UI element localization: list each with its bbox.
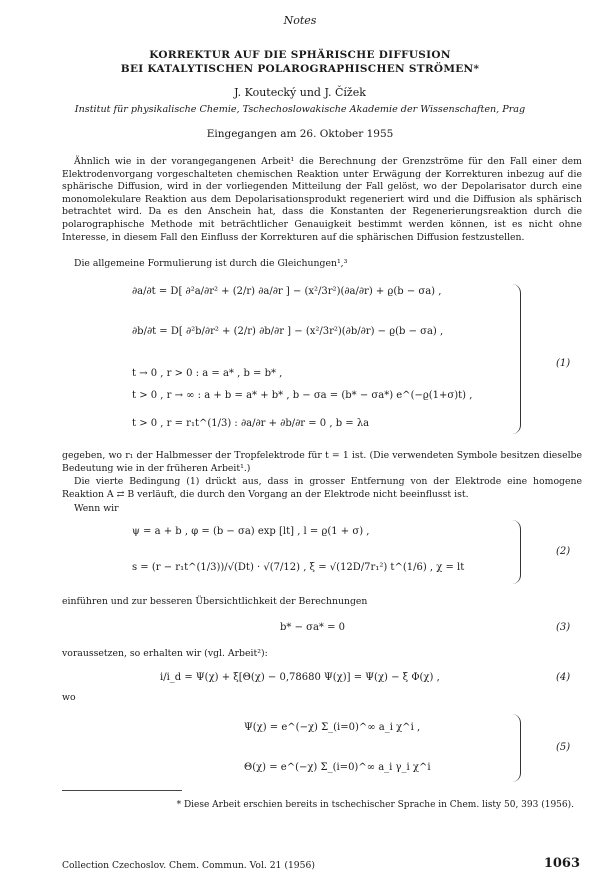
equation-5a: Ψ(χ) = e^(−χ) Σ_(i=0)^∞ a_i χ^i , (244, 722, 421, 733)
equation-5b: Θ(χ) = e^(−χ) Σ_(i=0)^∞ a_i γ_i χ^i (244, 762, 431, 773)
footnote: * Diese Arbeit erschien bereits in tschechischer Sprache in Chem. listy 50, 393 (1956). (176, 800, 574, 810)
equation-1a: ∂a/∂t = D[ ∂²a/∂r² + (2/r) ∂a/∂r ] − (x²/3r²)(∂a/∂r) + ϱ(b − σa) , (132, 286, 442, 297)
equation-2b: s = (r − r₁t^(1/3))/√(Dt) · √(7/12) , ξ = √(12D/7r₁²) t^(1/6) , χ = lt (132, 562, 465, 573)
equation-1-brace (512, 284, 521, 434)
running-header: Notes (283, 14, 317, 27)
title-line-2: BEI KATALYTISCHEN POLAROGRAPHISCHEN STRÖMEN* (120, 63, 480, 75)
title-line-1: KORREKTUR AUF DIE SPHÄRISCHE DIFFUSION (149, 49, 451, 61)
paragraph-symbols: gegeben, wo r₁ der Halbmesser der Tropfelektrode für t = 1 ist. (Die verwendeten Symbole besitzen dieselbe Bedeutung wie in der früheren Arbeit¹.) (62, 450, 582, 474)
equation-4: i/i_d = Ψ(χ) + ξ[Θ(χ) − 0,78680 Ψ(χ)] = Ψ(χ) − ξ Φ(χ) , (160, 672, 440, 683)
equation-2-number: (2) (556, 546, 571, 557)
equation-5-brace (512, 714, 521, 782)
equation-2-brace (512, 520, 521, 584)
equation-1d: t > 0 , r → ∞ : a + b = a* + b* , b − σa = (b* − σa*) e^(−ϱ(1+σ)t) , (132, 390, 473, 401)
page-number: 1063 (543, 856, 580, 871)
equation-3: b* − σa* = 0 (280, 622, 346, 633)
paragraph-wo: wo (62, 692, 76, 703)
paragraph-wenn-wir: Wenn wir (74, 503, 119, 514)
paragraph-intro: Ähnlich wie in der vorangegangenen Arbeit¹ die Berechnung der Grenzströme für den Fall einer dem Elektrodenvorgang vorgeschalteten chemischen Reaktion unter Erwägung der Korrekturen inbezug auf die sphärische Diffusion, wird in der vorliegenden Mitteilung der Fall gelöst, wo der Depolarisator durch eine monomolekulare Reaktion aus dem Depolarisationsprodukt regeneriert wird und die Diffusion als sphärisch betrachtet wird. Da es den Anschein hat, dass die Konstanten der Regenerierungsreaktion durch die polarographische Methode mit beträchtlicher Genauigkeit bestimmt werden können, ist es nicht ohne Interesse, in diesem Fall den Einfluss der Korrekturen auf die sphärischen Diffusion festzustellen. (62, 156, 582, 243)
paragraph-einfuehren: einführen und zur besseren Übersichtlichkeit der Berechnungen (62, 596, 368, 607)
equation-1e: t > 0 , r = r₁t^(1/3) : ∂a/∂r + ∂b/∂r = 0 , b = λa (132, 418, 370, 429)
equation-5-number: (5) (556, 742, 571, 753)
equation-2a: ψ = a + b , φ = (b − σa) exp [lt] , l = ϱ(1 + σ) , (132, 526, 370, 537)
paragraph-formulation: Die allgemeine Formulierung ist durch die Gleichungen¹,³ (74, 258, 348, 269)
equation-1-number: (1) (556, 358, 571, 369)
equation-4-number: (4) (556, 672, 571, 683)
equation-3-number: (3) (556, 622, 571, 633)
authors: J. Koutecký und J. Čížek (234, 86, 366, 99)
article-title (0, 48, 600, 76)
received-date: Eingegangen am 26. Oktober 1955 (206, 128, 394, 140)
institution: Institut für physikalische Chemie, Tschechoslowakische Akademie der Wissenschaften, Prag (74, 104, 526, 115)
equation-1b: ∂b/∂t = D[ ∂²b/∂r² + (2/r) ∂b/∂r ] − (x²/3r²)(∂b/∂r) − ϱ(b − σa) , (132, 326, 444, 337)
paragraph-voraussetzen: voraussetzen, so erhalten wir (vgl. Arbeit²): (62, 648, 268, 659)
equation-1c: t → 0 , r > 0 : a = a* , b = b* , (132, 368, 283, 379)
footnote-rule (62, 790, 182, 791)
paragraph-condition: Die vierte Bedingung (1) drückt aus, dass in grosser Entfernung von der Elektrode eine homogene Reaktion A ⇄ B verläuft, die durch den Vorgang an der Elektrode nicht beeinflusst ist. (62, 476, 582, 500)
journal-citation: Collection Czechoslov. Chem. Commun. Vol. 21 (1956) (62, 860, 315, 871)
